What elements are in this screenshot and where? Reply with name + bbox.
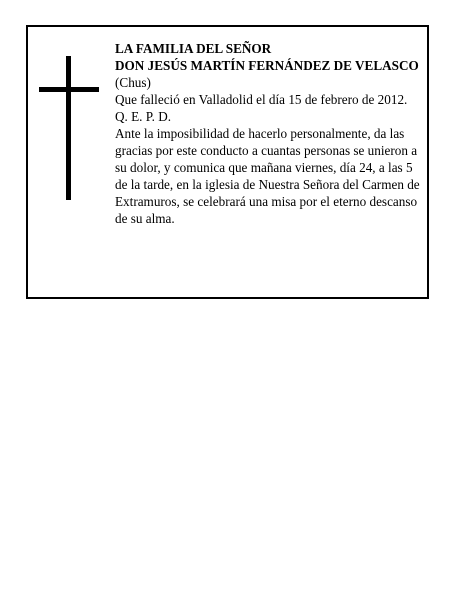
heading-family: LA FAMILIA DEL SEÑOR — [115, 41, 272, 56]
deceased-nickname: (Chus) — [115, 75, 151, 90]
cross-icon — [39, 56, 99, 200]
qepd-line: Q. E. P. D. — [115, 109, 172, 124]
notice-body: Ante la imposibilidad de hacerlo personalmente, da las gracias por este conducto a cuantas personas se unieron a su dolor, y comunica que mañana viernes, día 24, a las 5 de la tarde, en la iglesia de Nuestra Señora del Carmen de Extramuros, se celebrará una misa por el eterno descanso de su alma. — [115, 126, 420, 226]
notice-text — [115, 40, 423, 227]
obituary-notice — [26, 25, 429, 299]
death-announcement: Que falleció en Valladolid el día 15 de febrero de 2012. — [115, 92, 408, 107]
cross-horizontal-bar — [39, 87, 99, 92]
cross-vertical-bar — [66, 56, 71, 200]
heading-deceased-name: DON JESÚS MARTÍN FERNÁNDEZ DE VELASCO — [115, 58, 419, 73]
